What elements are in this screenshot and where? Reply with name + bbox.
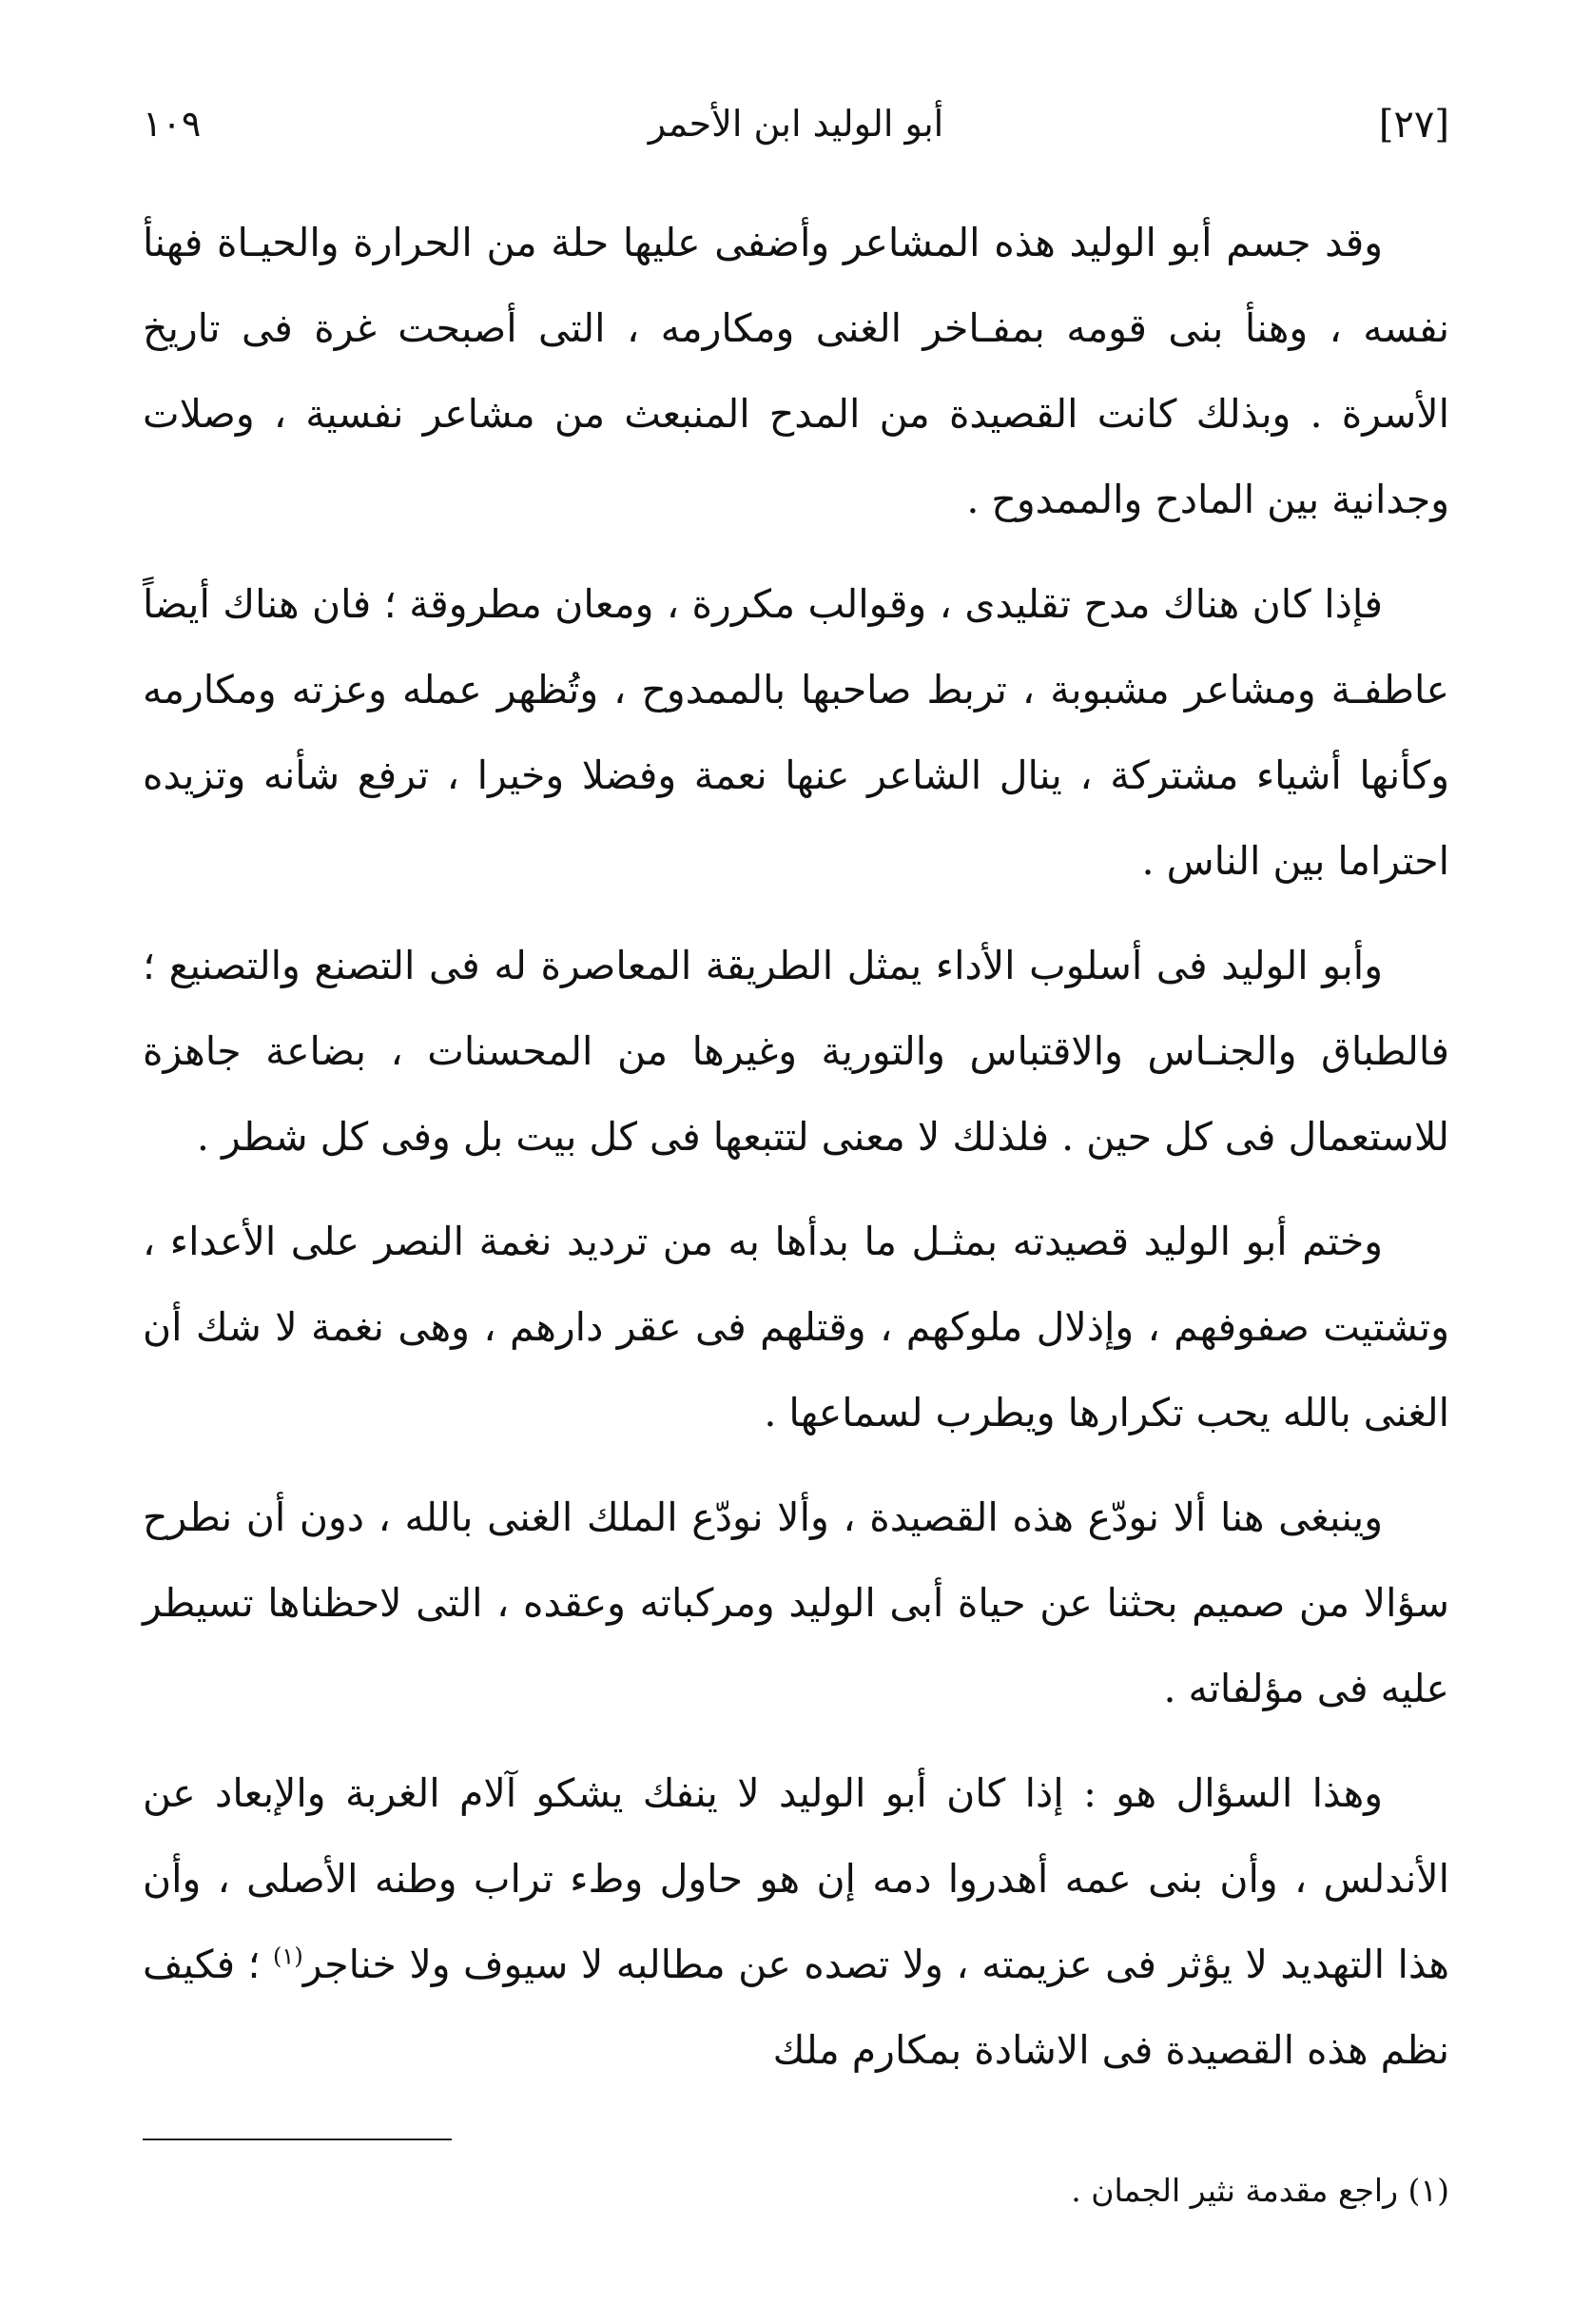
- paragraph-last-text: وهذا السؤال هو : إذا كان أبو الوليد لا ينفك يشكو آلام الغربة والإبعاد عن الأندلس ، وأن بنى عمه أهدروا دمه إن هو حاول وطء تراب وطنه الأصلى ، وأن هذا التهديد لا يؤثر فى عزيمته ، ولا تصده عن مطالبه لا سيوف ولا خناجر: [143, 1770, 1449, 1987]
- footnote: (١) راجع مقدمة نثير الجمان .: [1071, 2172, 1449, 2209]
- paragraph: فإذا كان هناك مدح تقليدى ، وقوالب مكررة ، ومعان مطروقة ؛ فان هناك أيضاً عاطفـة ومشاعر مشبوبة ، تربط صاحبها بالممدوح ، وتُظهر عمله وعزته ومكارمه وكأنها أشياء مشتركة ، ينال الشاعر عنها نعمة وفضلا وخيرا ، ترفع شأنه وتزيده احتراما بين الناس .: [143, 581, 1449, 884]
- paragraph: وينبغى هنا ألا نودّع هذه القصيدة ، وألا نودّع الملك الغنى بالله ، دون أن نطرح سؤالا من صميم بحثنا عن حياة أبى الوليد ومركباته وعقده ، التى لاحظناها تسيطر عليه فى مؤلفاته .: [143, 1494, 1449, 1711]
- paragraph-last: [143, 1750, 1449, 2093]
- running-head: [143, 103, 1449, 169]
- footnote-marker: (١): [273, 1943, 303, 1970]
- body-text: [143, 200, 1449, 2112]
- chapter-number: [٢٧]: [1378, 103, 1449, 146]
- paragraph-last-continuation: ؛ فكيف نظم هذه القصيدة فى الاشادة بمكارم ملك: [143, 1942, 1449, 2073]
- page-number: ١٠٩: [143, 103, 202, 145]
- paragraph: وختم أبو الوليد قصيدته بمثـل ما بدأها به من ترديد نغمة النصر على الأعداء ، وتشتيت صفوفهم ، وإذلال ملوكهم ، وقتلهم فى عقر دارهم ، وهى نغمة لا شك أن الغنى بالله يحب تكرارها ويطرب لسماعها .: [143, 1219, 1449, 1435]
- paragraph: وأبو الوليد فى أسلوب الأداء يمثل الطريقة المعاصرة له فى التصنع والتصنيع ؛ فالطباق والجنـاس والاقتباس والتورية وغيرها من المحسنات ، بضاعة جاهزة للاستعمال فى كل حين . فلذلك لا معنى لتتبعها فى كل بيت بل وفى كل شطر .: [143, 943, 1449, 1160]
- paragraph: وقد جسم أبو الوليد هذه المشاعر وأضفى عليها حلة من الحرارة والحيـاة فهنأ نفسه ، وهنأ بنى قومه بمفـاخر الغنى ومكارمه ، التى أصبحت غرة فى تاريخ الأسرة . وبذلك كانت القصيدة من المدح المنبعث من مشاعر نفسية ، وصلات وجدانية بين المادح والممدوح .: [143, 220, 1449, 522]
- running-title: أبو الوليد ابن الأحمر: [648, 103, 944, 145]
- footnote-divider: [143, 2138, 452, 2140]
